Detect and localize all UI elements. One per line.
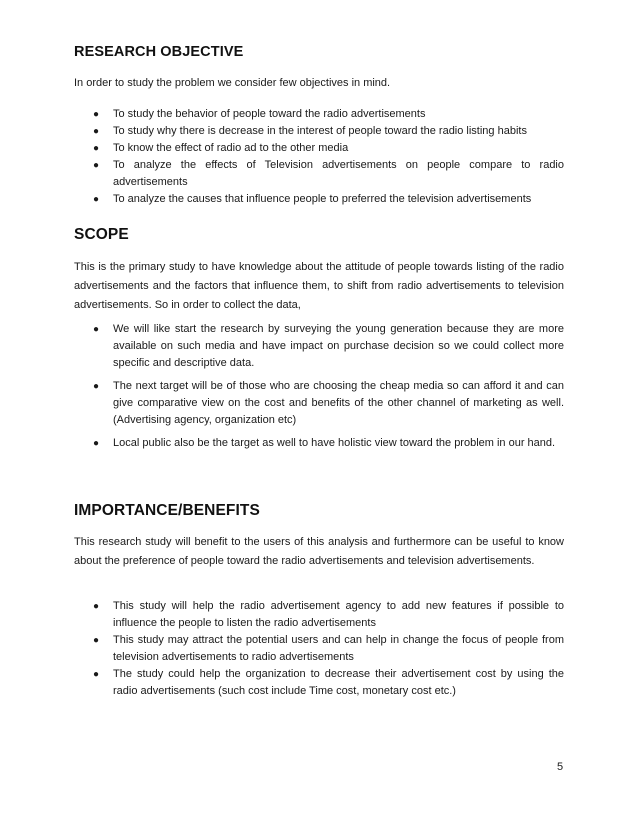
bullet-icon: ● — [93, 635, 100, 646]
list-item: ● To analyze the causes that influence people to preferred the television advertisements — [74, 191, 564, 208]
list-item: ● The next target will be of those who are choosing the cheap media so can afford it and can give comparative view on the cost and benefits of the other channel of marketing as well. (Advertising agency, organization etc) — [93, 380, 564, 426]
research-objective-heading: RESEARCH OBJECTIVE — [74, 44, 244, 60]
scope-heading: SCOPE — [74, 226, 129, 243]
bullet-icon: ● — [93, 143, 100, 154]
bullet-icon: ● — [93, 381, 100, 392]
scope-intro: This is the primary study to have knowledge about the attitude of people towards listing of the radio advertisements and the factors that influence them, to shift from radio advertisements to television advertisements. So in order to collect the data, — [74, 261, 564, 311]
bullet-icon: ● — [93, 194, 100, 205]
bullet-icon: ● — [93, 126, 100, 137]
list-item: ● We will like start the research by surveying the young generation because they are more available on such media and have impact on purchase decision so we could collect more specific and descriptive data. — [93, 323, 564, 369]
bullet-icon: ● — [93, 601, 100, 612]
bullet-icon: ● — [93, 324, 100, 335]
bullet-icon: ● — [93, 438, 100, 449]
bullet-icon: ● — [93, 160, 100, 171]
page-number: 5 — [557, 761, 564, 773]
importance-benefits-list — [74, 598, 564, 700]
bullet-icon: ● — [93, 109, 100, 120]
list-item: ● To know the effect of radio ad to the other media — [74, 140, 564, 157]
list-item: ● To study the behavior of people toward the radio advertisements — [74, 106, 564, 123]
list-item: ● This study may attract the potential users and can help in change the focus of people from television advertisements to radio advertisements — [93, 634, 564, 663]
list-item: ● To study why there is decrease in the interest of people toward the radio listing habits — [74, 123, 564, 140]
list-item: ● Local public also be the target as well to have holistic view toward the problem in our hand. — [74, 435, 564, 452]
list-item: ● The study could help the organization to decrease their advertisement cost by using the radio advertisements (such cost include Time cost, monetary cost etc.) — [93, 668, 564, 697]
scope-list — [74, 321, 564, 452]
list-item: ● This study will help the radio advertisement agency to add new features if possible to influence the people to listen the radio advertisements — [93, 600, 564, 629]
research-objective-list — [74, 106, 564, 208]
list-item: ● To analyze the effects of Television advertisements on people compare to radio advertisements — [93, 159, 564, 188]
importance-benefits-intro: This research study will benefit to the users of this analysis and furthermore can be useful to know about the preference of people toward the radio advertisements and television advertisements. — [74, 536, 564, 567]
bullet-icon: ● — [93, 669, 100, 680]
importance-benefits-heading: IMPORTANCE/BENEFITS — [74, 502, 260, 519]
research-objective-intro: In order to study the problem we consider few objectives in mind. — [74, 77, 391, 89]
